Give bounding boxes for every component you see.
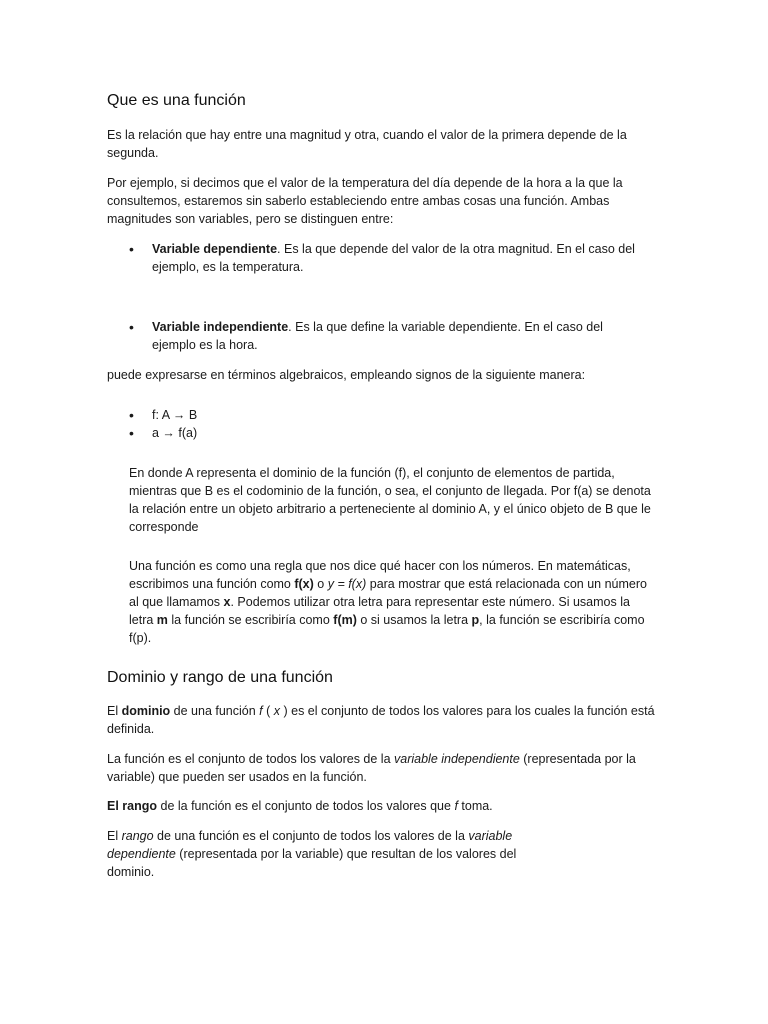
bullet-icon: •: [129, 241, 134, 257]
bullet-icon: •: [129, 319, 134, 335]
section-heading-funcion: Que es una función: [107, 92, 246, 109]
list-item-text: Variable dependiente. Es la que depende del valor de la otra magnitud. En el caso del ejemplo, es la temperatura.: [152, 242, 635, 274]
paragraph-range-dependent: El rango de una función es el conjunto de todos los valores de la variable dependiente (representada por la variable) que resultan de los valores del dominio.: [107, 829, 517, 879]
bullet-icon: •: [129, 425, 134, 441]
list-item-text: a → f(a): [152, 426, 198, 440]
paragraph-range-definition: El rango de la función es el conjunto de todos los valores que f toma.: [107, 799, 493, 813]
list-item-text: Variable independiente. Es la que define la variable dependiente. En el caso del ejemplo es la hora.: [152, 320, 603, 352]
paragraph-definition: Es la relación que hay entre una magnitud y otra, cuando el valor de la primera depende de la segunda.: [107, 128, 627, 160]
paragraph-example: Por ejemplo, si decimos que el valor de la temperatura del día depende de la hora a la que la consultemos, estaremos sin saberlo estableciendo entre ambas cosas una función. Ambas magnitudes son variables, pero se distinguen entre:: [107, 176, 623, 226]
paragraph-function-rule: Una función es como una regla que nos dice qué hacer con los números. En matemáticas, escribimos una función como f(x) o y = f(x) para mostrar que está relacionada con un número al que llamamos x. Podemos utilizar otra letra para representar este número. Si usamos la letra m la función se escribiría como f(m) o si usamos la letra p, la función se escribiría como f(p).: [129, 559, 647, 645]
section-heading-dominio-rango: Dominio y rango de una función: [107, 669, 333, 686]
paragraph-domain-definition: El dominio de una función f ( x ) es el conjunto de todos los valores para los cuales la función está definida.: [107, 704, 655, 736]
paragraph-independent-values: La función es el conjunto de todos los valores de la variable independiente (representada por la variable) que pueden ser usados en la función.: [107, 752, 636, 784]
paragraph-domain-codomain: En donde A representa el dominio de la función (f), el conjunto de elementos de partida, mientras que B es el codominio de la función, o sea, el conjunto de llegada. Por f(a) se denota la relación entre un objeto arbitrario a perteneciente al dominio A, y el único objeto de B que le corresponde: [129, 466, 651, 534]
bullet-icon: •: [129, 407, 134, 423]
paragraph-algebraic: puede expresarse en términos algebraicos, empleando signos de la siguiente manera:: [107, 368, 586, 382]
list-item-text: f: A → B: [152, 408, 198, 422]
